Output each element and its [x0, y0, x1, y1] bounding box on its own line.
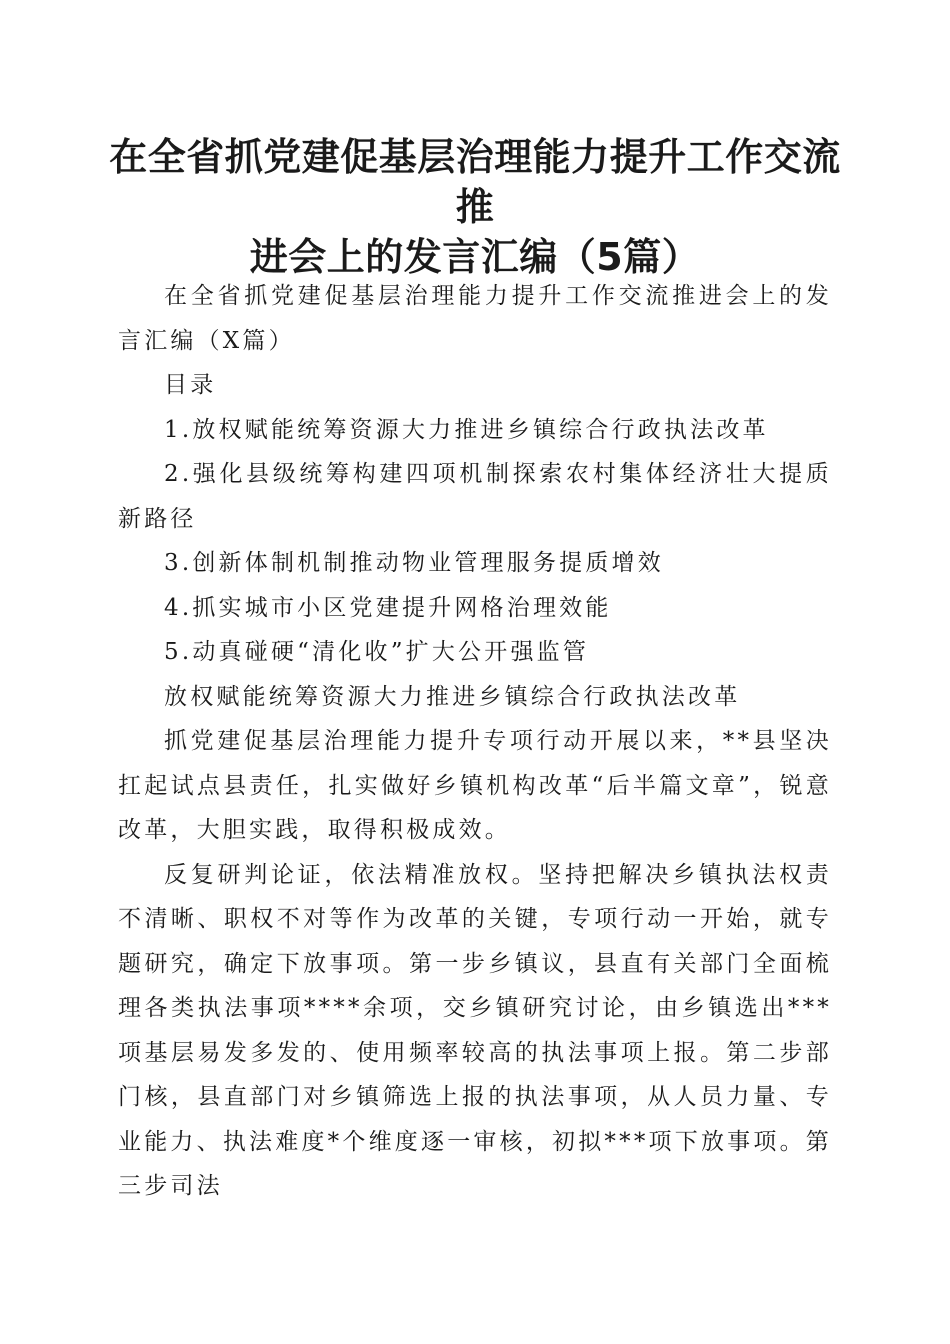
title-line-1: 在全省抓党建促基层治理能力提升工作交流推: [109, 135, 841, 229]
title-line-2: 进会上的发言汇编（5篇）: [249, 235, 701, 279]
toc-heading: 目录: [164, 372, 217, 398]
toc-item-3: 3.创新体制机制推动物业管理服务提质增效: [164, 550, 664, 576]
section-heading: 放权赋能统筹资源大力推进乡镇综合行政执法改革: [164, 683, 741, 710]
document-title: [100, 132, 850, 282]
toc-item-1: 1.放权赋能统筹资源大力推进乡镇综合行政执法改革: [164, 416, 769, 443]
toc-item-4: 4.抓实城市小区党建提升网格治理效能: [164, 594, 612, 621]
toc-item-5: 5.动真碰硬“清化收”扩大公开强监管: [164, 639, 590, 665]
subtitle-paragraph: 在全省抓党建促基层治理能力提升工作交流推进会上的发言汇编（X篇）: [118, 283, 832, 354]
body-paragraph: 抓党建促基层治理能力提升专项行动开展以来，**县坚决扛起试点县责任，扎实做好乡镇机构改革“后半篇文章”，锐意改革，大胆实践，取得积极成效。: [118, 728, 832, 843]
toc-item-2: 2.强化县级统筹构建四项机制探索农村集体经济壮大提质新路径: [118, 461, 832, 532]
body-paragraph: 反复研判论证，依法精准放权。坚持把解决乡镇执法权责不清晰、职权不对等作为改革的关键，专项行动一开始，就专题研究，确定下放事项。第一步乡镇议，县直有关部门全面梳理各类执法事项****余项，交乡镇研究讨论，由乡镇选出***项基层易发多发的、使用频率较高的执法事项上报。第二步部门核，县直部门对乡镇筛选上报的执法事项，从人员力量、专业能力、执法难度*个维度逐一审核，初拟***项下放事项。第三步司法: [118, 861, 832, 1199]
document-body: [118, 274, 832, 1209]
